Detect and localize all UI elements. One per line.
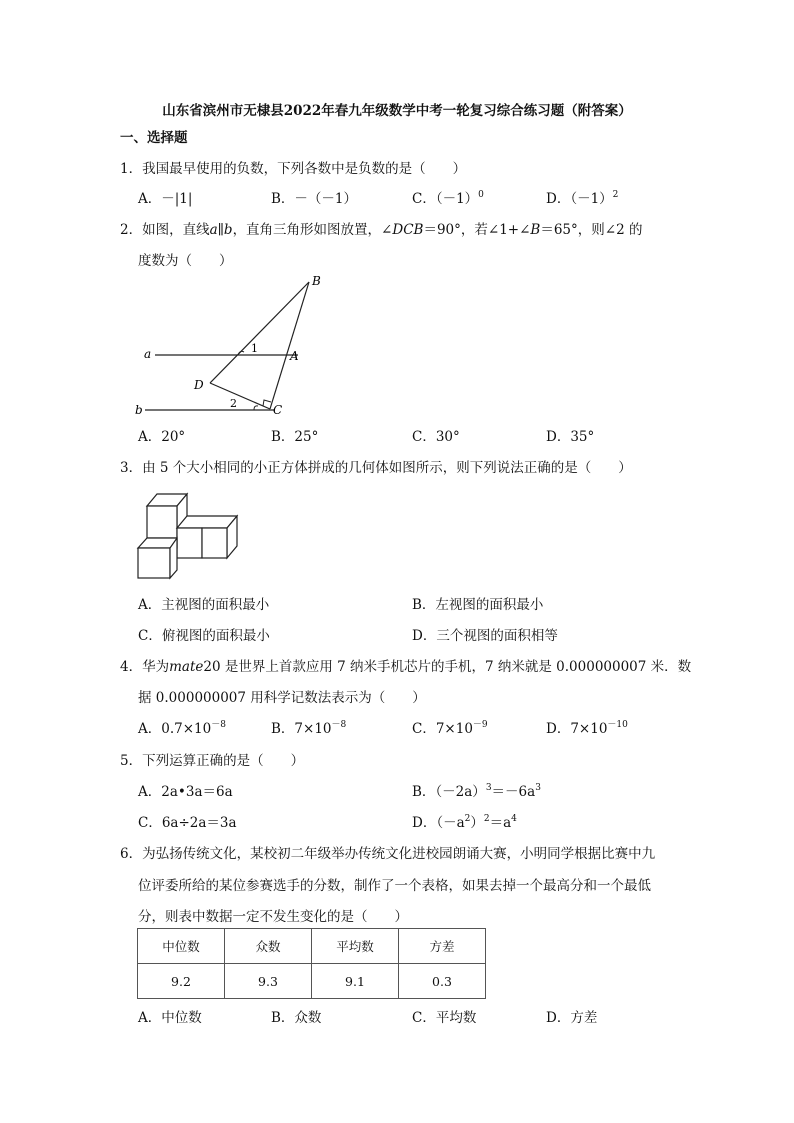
- document-title: 山东省滨州市无棣县2022年春九年级数学中考一轮复习综合练习题（附答案）: [162, 103, 632, 119]
- label-line-b: b: [135, 403, 143, 417]
- header-mode: 众数: [225, 929, 312, 964]
- q1-option-a: A．－|1|: [138, 191, 193, 207]
- q3-cube-figure: [133, 486, 243, 581]
- q4-option-c: C．$7\times 10^{-9}$: [412, 720, 488, 737]
- q6-stem-line3: 分，则表中数据一定不发生变化的是（ ）: [138, 909, 408, 925]
- q3-option-d: D．三个视图的面积相等: [412, 628, 558, 644]
- header-variance: 方差: [399, 929, 486, 964]
- q2-option-b: B．25°: [271, 429, 319, 445]
- q2-option-d: D．35°: [546, 429, 595, 445]
- q4-option-b: B．$7\times 10^{-8}$: [271, 720, 347, 737]
- cube-bottom-front: [138, 548, 170, 578]
- segment-bd: [210, 282, 309, 383]
- cube-mid-front: [177, 528, 202, 558]
- value-median: 9.2: [138, 964, 225, 999]
- q1-option-c-exponent: 0: [478, 190, 484, 200]
- label-angle-1: 1: [251, 342, 258, 355]
- label-A: A: [290, 349, 299, 363]
- q6-option-b: B．众数: [271, 1010, 322, 1026]
- q6-stats-table: [137, 928, 486, 999]
- table-row: [138, 964, 486, 999]
- q5-option-c: C．6a÷2a＝3a: [138, 815, 237, 831]
- value-mean: 9.1: [312, 964, 399, 999]
- q5-option-b: B．$(-2a)^3=-6a^3$: [412, 783, 541, 800]
- q1-option-d-exponent: 2: [612, 190, 619, 200]
- q4-stem-line1: 4．华为mate20 是世界上首款应用 7 纳米手机芯片的手机，7 纳米就是 0.000000007 米．数: [120, 659, 692, 675]
- right-angle-mark: [263, 400, 271, 406]
- q3-option-b: B．左视图的面积最小: [412, 597, 544, 613]
- q2-triangle-figure: [130, 270, 350, 422]
- q4-stem-line2: 据 0.000000007 用科学记数法表示为（ ）: [138, 690, 426, 706]
- q4-option-d: D．$7\times 10^{-10}$: [546, 720, 628, 737]
- segment-dc: [210, 383, 270, 409]
- q2-stem-line1: 2．如图，直线a∥b，直角三角形如图放置，∠DCB＝90°，若∠1+∠B＝65°，则∠2 的: [120, 222, 643, 238]
- label-D: D: [194, 378, 204, 392]
- header-median: 中位数: [138, 929, 225, 964]
- label-C: C: [273, 403, 283, 417]
- cube-top-front: [147, 506, 177, 538]
- section-heading: 一、选择题: [120, 130, 188, 146]
- q6-option-a: A．中位数: [138, 1010, 202, 1026]
- q2-option-a: A．20°: [138, 429, 186, 445]
- q2-stem-line2: 度数为（ ）: [138, 253, 233, 269]
- label-angle-2: 2: [230, 397, 237, 410]
- q6-stem-line2: 位评委所给的某位参赛选手的分数，制作了一个表格，如果去掉一个最高分和一个最低: [138, 878, 651, 894]
- q1-stem: 1．我国最早使用的负数，下列各数中是负数的是（ ）: [120, 161, 467, 177]
- q5-option-d: D．$(-a^2)^2=a^4$: [412, 814, 517, 831]
- q6-option-d: D．方差: [546, 1010, 598, 1026]
- q5-stem: 5．下列运算正确的是（ ）: [120, 753, 305, 769]
- q6-stem-line1: 6．为弘扬传统文化，某校初二年级举办传统文化进校园朗诵大赛，小明同学根据比赛中九: [120, 846, 656, 862]
- q3-stem: 3．由 5 个大小相同的小正方体拼成的几何体如图所示，则下列说法正确的是（ ）: [120, 460, 632, 476]
- table-header-row: [138, 929, 486, 964]
- cube-right-front: [202, 528, 227, 558]
- q1-option-c: C．$(-1)^0$: [412, 190, 484, 207]
- q5-option-a: A．2a•3a＝6a: [138, 784, 233, 800]
- label-B: B: [312, 274, 321, 288]
- value-mode: 9.3: [225, 964, 312, 999]
- q1-option-b: B．－（－1）: [271, 191, 358, 207]
- header-mean: 平均数: [312, 929, 399, 964]
- value-variance: 0.3: [399, 964, 486, 999]
- q3-option-c: C．俯视图的面积最小: [138, 628, 270, 644]
- q1-option-d: D．$(-1)^2$: [546, 190, 619, 207]
- q3-option-a: A．主视图的面积最小: [138, 597, 270, 613]
- angle-2-arc: [254, 406, 258, 410]
- q2-option-c: C．30°: [412, 429, 460, 445]
- label-line-a: a: [144, 347, 152, 361]
- q4-option-a: A．$0.7\times 10^{-8}$: [138, 720, 226, 737]
- q6-option-c: C．平均数: [412, 1010, 477, 1026]
